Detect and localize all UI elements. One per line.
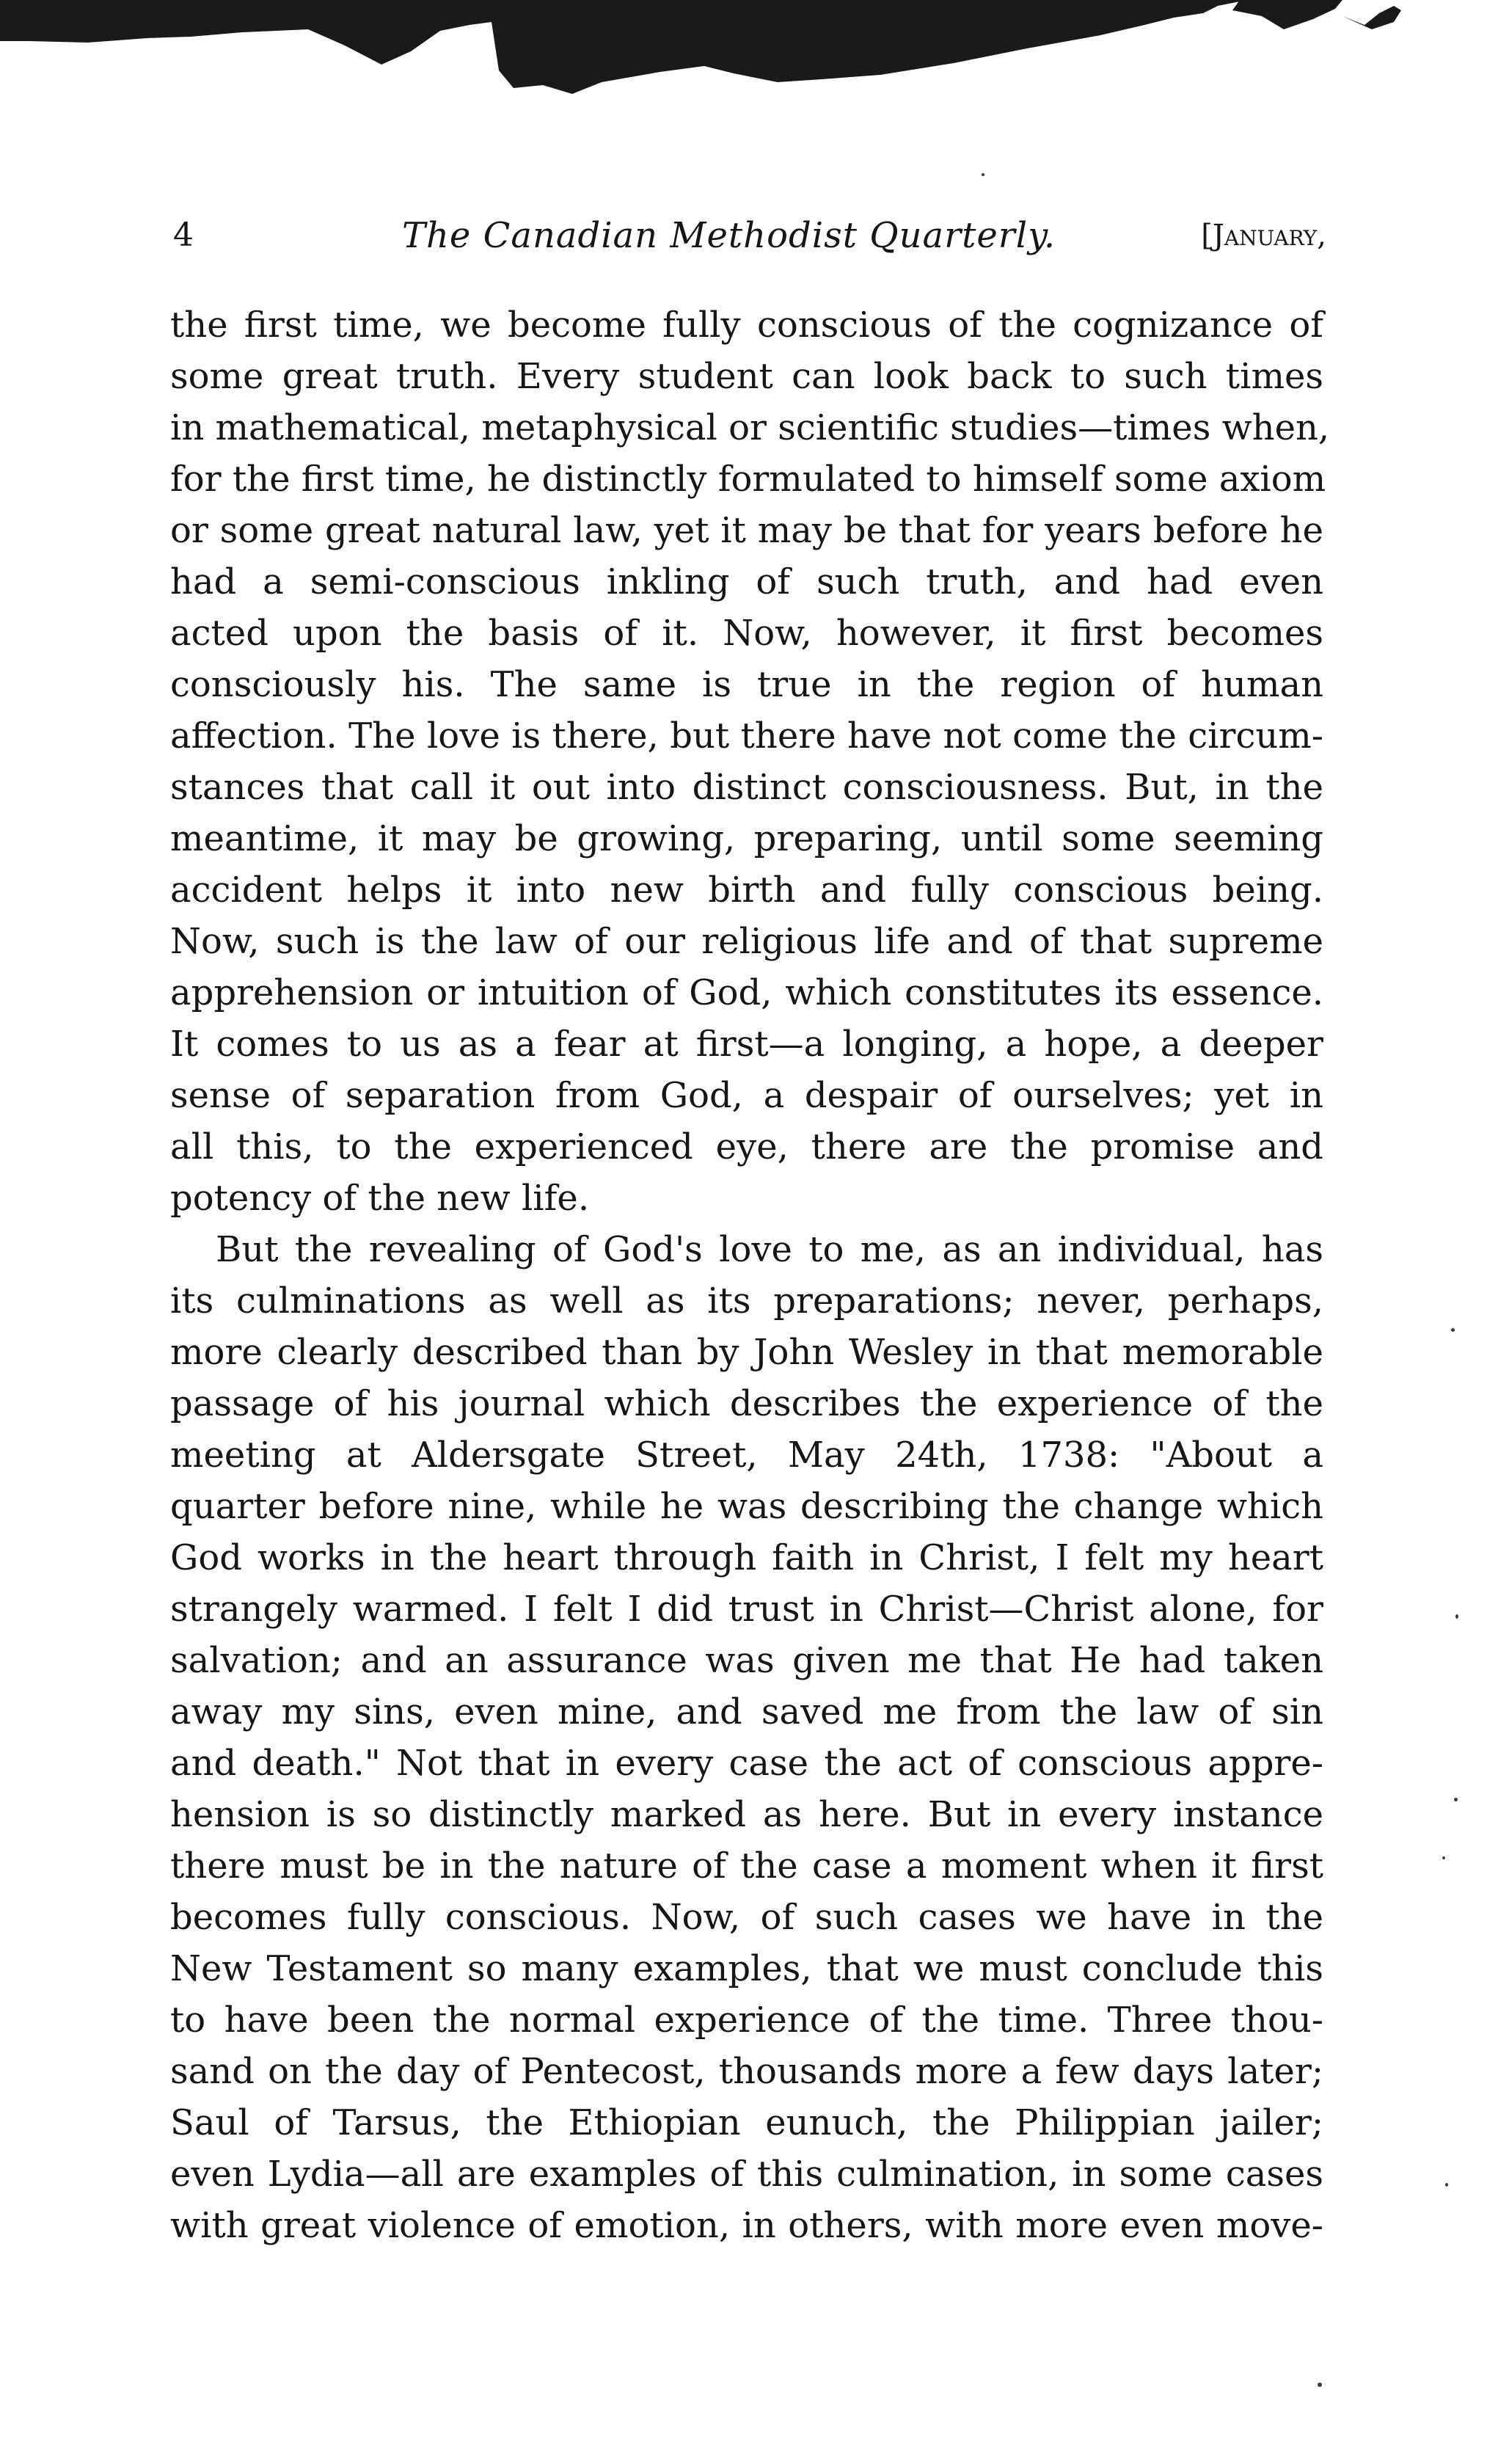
text-line: acted upon the basis of it. Now, however, it first becomes <box>170 613 1323 654</box>
text-line: and death." Not that in every case the act of conscious appre- <box>170 1743 1323 1784</box>
text-line: there must be in the nature of the case a moment when it first <box>170 1845 1323 1887</box>
journal-title: The Canadian Methodist Quarterly. <box>402 215 1056 256</box>
text-line: New Testament so many examples, that we must conclude this <box>170 1948 1323 1989</box>
text-line: some great truth. Every student can look back to such times <box>170 356 1323 397</box>
text-line: its culminations as well as its preparations; never, perhaps, <box>170 1280 1323 1322</box>
text-line: salvation; and an assurance was given me that He had taken <box>170 1640 1323 1681</box>
text-line: But the revealing of God's love to me, as an individual, has <box>216 1229 1323 1270</box>
text-line: in mathematical, metaphysical or scientific studies—times when, <box>170 407 1330 448</box>
text-line: away my sins, even mine, and saved me from the law of sin <box>170 1691 1323 1732</box>
text-line: consciously his. The same is true in the region of human <box>170 664 1323 705</box>
text-line: meantime, it may be growing, preparing, until some seeming <box>170 818 1323 859</box>
text-line: hension is so distinctly marked as here. But in every instance <box>170 1794 1323 1835</box>
text-line: accident helps it into new birth and fully conscious being. <box>170 870 1323 911</box>
text-line: apprehension or intuition of God, which constitutes its essence. <box>170 972 1323 1013</box>
text-line: more clearly described than by John Wesley in that memorable <box>170 1332 1323 1373</box>
text-line: sand on the day of Pentecost, thousands more a few days later; <box>170 2051 1323 2092</box>
text-line: sense of separation from God, a despair of ourselves; yet in <box>170 1075 1323 1116</box>
text-line: the first time, we become fully conscious of the cognizance of <box>170 305 1323 346</box>
ink-speck <box>1445 2183 1448 2187</box>
text-line: Saul of Tarsus, the Ethiopian eunuch, the Philippian jailer; <box>170 2102 1323 2143</box>
text-line: with great violence of emotion, in others, with more even move- <box>170 2205 1323 2246</box>
text-line: meeting at Aldersgate Street, May 24th, 1738: "About a <box>170 1435 1323 1476</box>
paragraph-1 <box>170 299 1330 1224</box>
ink-speck <box>1451 1328 1455 1332</box>
ink-speck <box>1455 1614 1458 1619</box>
text-line: or some great natural law, yet it may be that for years before he <box>170 510 1323 551</box>
torn-page-edge <box>0 0 1487 110</box>
text-line: Now, such is the law of our religious life and of that supreme <box>170 921 1323 962</box>
ink-speck <box>1442 1856 1445 1859</box>
text-line: passage of his journal which describes the experience of the <box>170 1383 1323 1424</box>
text-line: had a semi-conscious inkling of such truth, and had even <box>170 561 1323 602</box>
text-line: strangely warmed. I felt I did trust in Christ—Christ alone, for <box>170 1589 1323 1630</box>
text-line: all this, to the experienced eye, there are the promise and <box>170 1126 1323 1167</box>
paragraph-2 <box>170 1224 1323 2251</box>
text-line: even Lydia—all are examples of this culmination, in some cases <box>170 2154 1323 2195</box>
text-line: quarter before nine, while he was describing the change which <box>170 1486 1323 1527</box>
article-body <box>170 299 1330 2251</box>
ink-speck <box>1454 1798 1458 1801</box>
text-line: potency of the new life. <box>170 1178 590 1219</box>
page-number: 4 <box>173 216 194 254</box>
text-line: becomes fully conscious. Now, of such cases we have in the <box>170 1897 1323 1938</box>
running-head <box>167 210 1326 261</box>
text-line: affection. The love is there, but there have not come the circum- <box>170 715 1323 757</box>
text-line: It comes to us as a fear at first—a longing, a hope, a deeper <box>170 1024 1323 1065</box>
text-line: stances that call it out into distinct consciousness. But, in the <box>170 767 1323 808</box>
text-line: God works in the heart through faith in Christ, I felt my heart <box>170 1537 1323 1578</box>
ink-speck <box>1318 2383 1322 2387</box>
ink-speck <box>982 173 984 176</box>
text-line: to have been the normal experience of the time. Three thou- <box>170 2000 1323 2041</box>
text-line: for the first time, he distinctly formulated to himself some axiom <box>170 459 1326 500</box>
issue-month: [January, <box>1201 219 1326 252</box>
